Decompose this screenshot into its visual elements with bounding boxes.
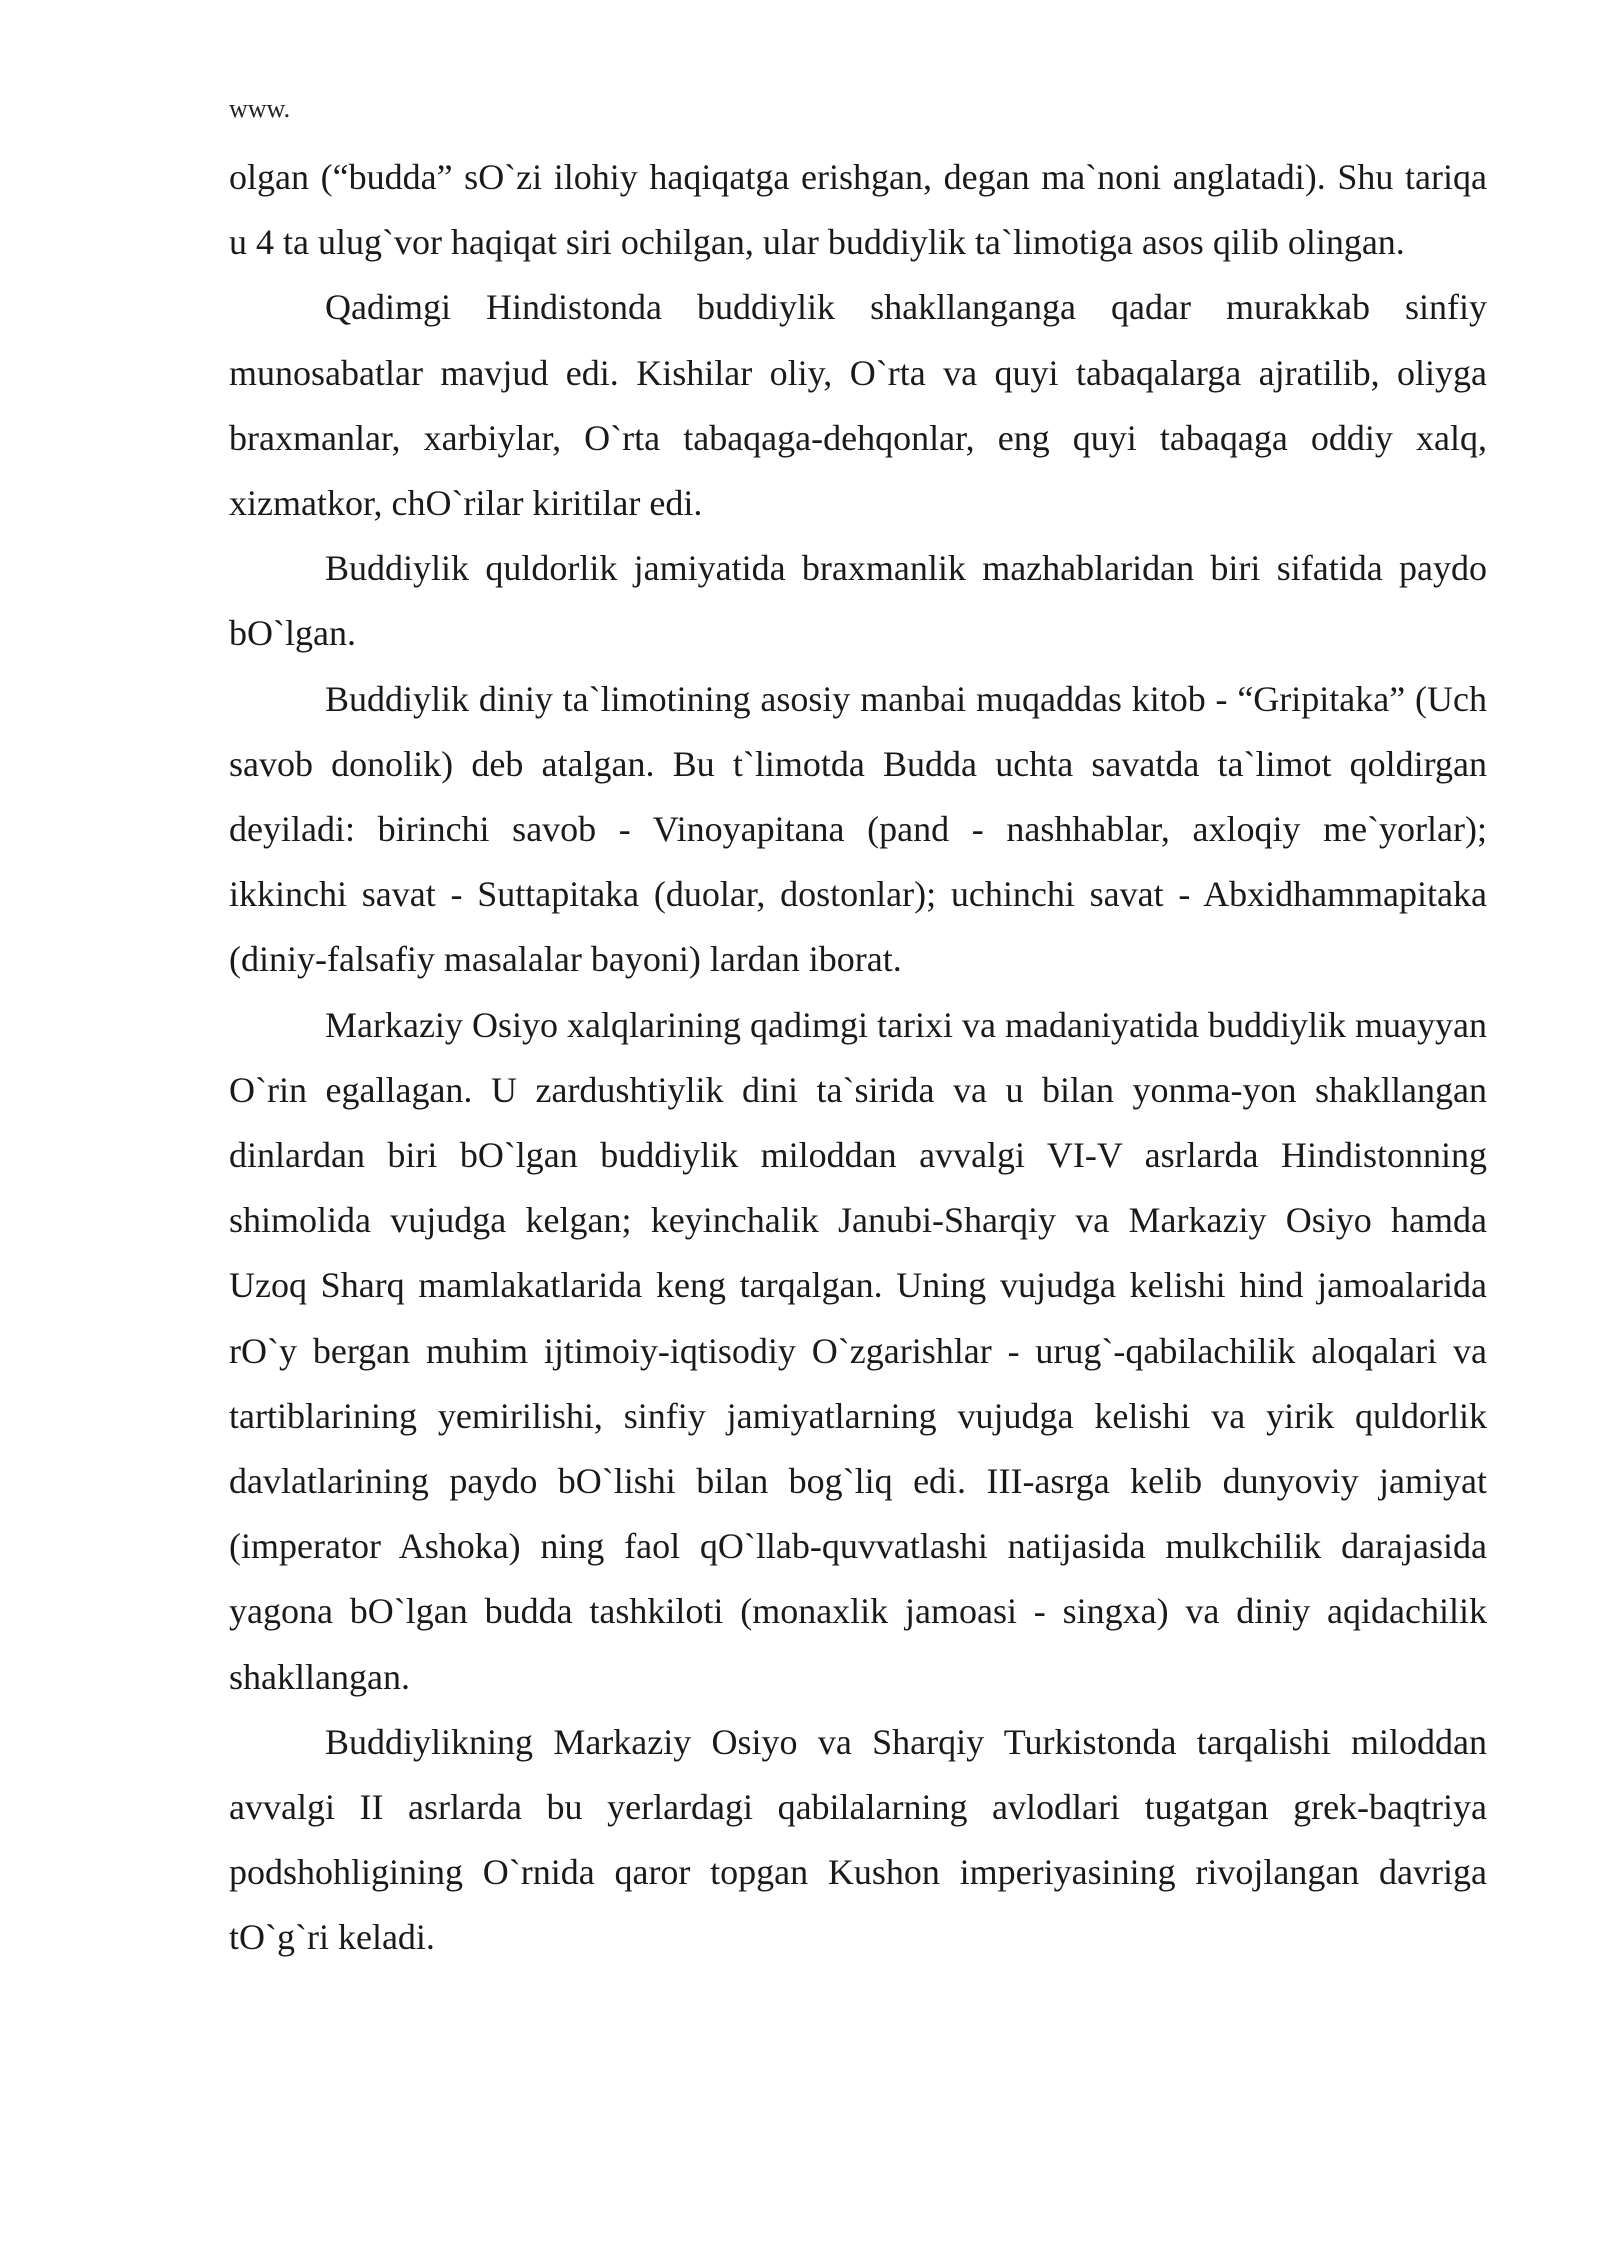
document-body bbox=[229, 145, 1487, 1971]
document-page bbox=[229, 0, 1487, 2262]
paragraph-5: Markaziy Osiyo xalqlarining qadimgi tarixi va madaniyatida buddiylik muayyan O`rin egallagan. U zardushtiylik dini ta`sirida va u bilan yonma-yon shakllangan dinlardan biri bO`lgan buddiylik miloddan avvalgi VI-V asrlarda Hindistonning shimolida vujudga kelgan; keyinchalik Janubi-Sharqiy va Markaziy Osiyo hamda Uzoq Sharq mamlakatlarida keng tarqalgan. Uning vujudga kelishi hind jamoalarida rO`y bergan muhim ijtimoiy-iqtisodiy O`zgarishlar - urug`-qabilachilik aloqalari va tartiblarining yemirilishi, sinfiy jamiyatlarning vujudga kelishi va yirik quldorlik davlatlarining paydo bO`lishi bilan bog`liq edi. III-asrga kelib dunyoviy jamiyat (imperator Ashoka) ning faol qO`llab-quvvatlashi natijasida mulkchilik darajasida yagona bO`lgan budda tashkiloti (monaxlik jamoasi - singxa) va diniy aqidachilik shakllangan. bbox=[229, 1004, 1487, 1697]
paragraph-6: Buddiylikning Markaziy Osiyo va Sharqiy Turkistonda tarqalishi miloddan avvalgi II asrlarda bu yerlardagi qabilalarning avlodlari tugatgan grek-baqtriya podshohligining O`rnida qaror topgan Kushon imperiyasining rivojlangan davriga tO`g`ri keladi. bbox=[229, 1721, 1487, 1958]
page-header-text: www. bbox=[229, 94, 291, 123]
paragraph-4: Buddiylik diniy ta`limotining asosiy manbai muqaddas kitob - “Gripitaka” (Uch savob donolik) deb atalgan. Bu t`limotda Budda uchta savatda ta`limot qoldirgan deyiladi: birinchi savob - Vinoyapitana (pand - nashhablar, axloqiy me`yorlar); ikkinchi savat - Suttapitaka (duolar, dostonlar); uchinchi savat - Abxidhammapitaka (diniy-falsafiy masalalar bayoni) lardan iborat. bbox=[229, 678, 1487, 980]
paragraph-2: Qadimgi Hindistonda buddiylik shakllanganga qadar murakkab sinfiy munosabatlar mavjud edi. Kishilar oliy, O`rta va quyi tabaqalarga ajratilib, oliyga braxmanlar, xarbiylar, O`rta tabaqaga-dehqonlar, eng quyi tabaqaga oddiy xalq, xizmatkor, chO`rilar kiritilar edi. bbox=[229, 287, 1487, 524]
paragraph-3: Buddiylik quldorlik jamiyatida braxmanlik mazhablaridan biri sifatida paydo bO`lgan. bbox=[229, 548, 1487, 654]
paragraph-1: olgan (“budda” sO`zi ilohiy haqiqatga erishgan, degan ma`noni anglatadi). Shu tariqa u 4 ta ulug`vor haqiqat siri ochilgan, ular buddiylik ta`limotiga asos qilib olingan. bbox=[229, 157, 1487, 263]
